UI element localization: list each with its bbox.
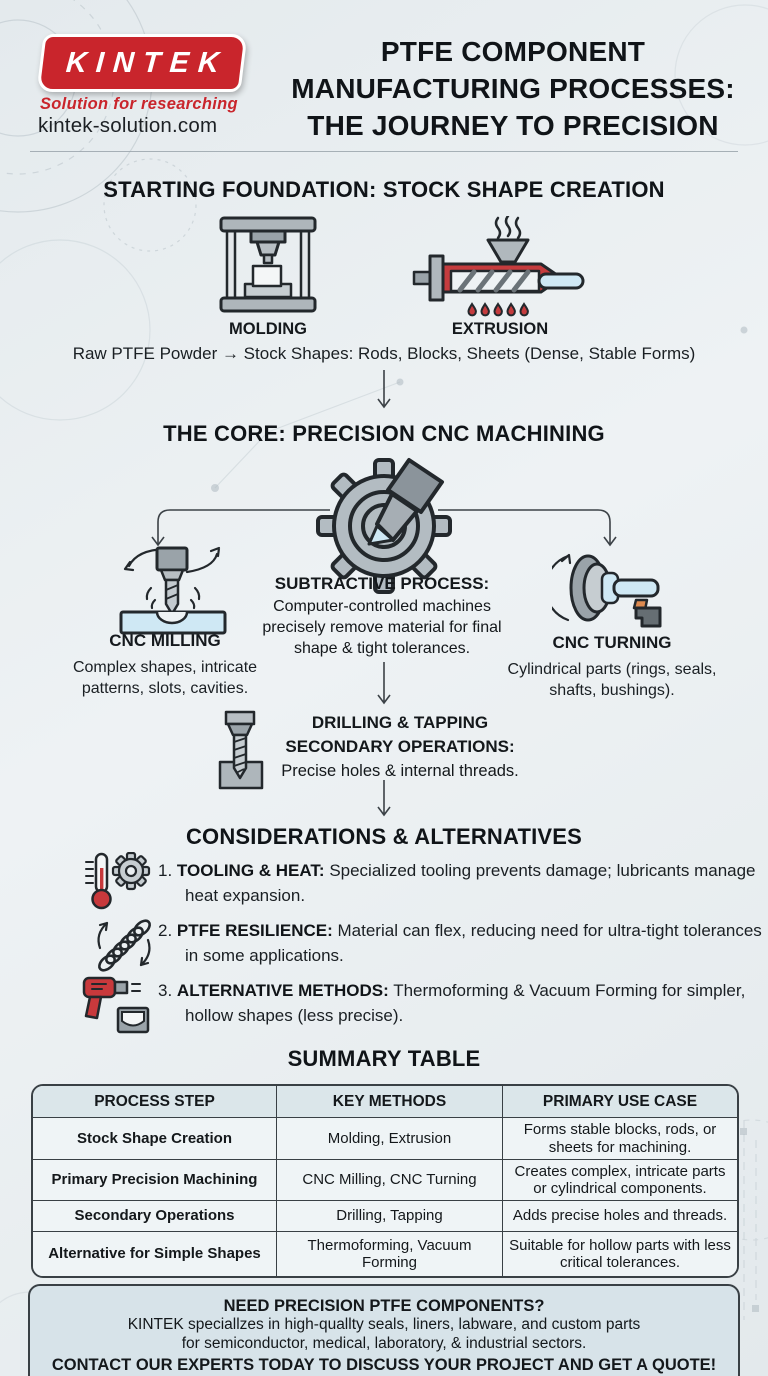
cta-box (28, 1284, 740, 1376)
item-label: ALTERNATIVE METHODS: (176, 981, 389, 1000)
cta-line2: for semiconductor, medical, laboratory, & industrial sectors. (181, 1334, 587, 1352)
stock-flow-text: Raw PTFE Powder → Stock Shapes: Rods, Blocks, Sheets (Dense, Stable Forms) (72, 344, 696, 363)
header-divider (30, 151, 738, 152)
cta-contact-line: CONTACT OUR EXPERTS TODAY TO DISCUSS YOUR PROJECT AND GET A QUOTE! (51, 1356, 717, 1374)
drilling-title: DRILLING & TAPPING (311, 713, 489, 732)
logo-tagline: Solution for researching (40, 95, 238, 113)
table-header-process-step: PROCESS STEP (33, 1086, 276, 1117)
cta-line1: KINTEK speciallzes in high-quallty seals, liners, labware, and custom parts (127, 1316, 641, 1333)
summary-table-heading: SUMMARY TABLE (287, 1046, 481, 1071)
drilling-desc: Precise holes & internal threads. (281, 762, 519, 780)
page-title-line1: PTFE COMPONENT (380, 36, 646, 67)
table-cell: Primary Precision Machining (33, 1159, 276, 1200)
kintek-logo (36, 34, 247, 92)
cnc-section-heading: THE CORE: PRECISION CNC MACHINING (163, 421, 605, 446)
table-header-primary-use-case: PRIMARY USE CASE (502, 1086, 737, 1117)
item-text: Material can flex, reducing need for ultra-tight tolerances in some applications. (185, 921, 762, 965)
down-arrow-icon (376, 780, 392, 818)
cnc-turning-icon (552, 548, 676, 632)
consideration-item-1 (158, 858, 765, 908)
kintek-logo-text: KINTEK (64, 46, 230, 79)
thermometer-gear-icon (84, 852, 158, 910)
website-url: kintek-solution.com (38, 114, 218, 137)
item-number: 2. (158, 921, 173, 940)
spring-flex-icon (92, 912, 156, 976)
item-number: 3. (158, 981, 173, 1000)
extrusion-label: EXTRUSION (451, 320, 549, 338)
table-cell: Forms stable blocks, rods, or sheets for machining. (502, 1117, 737, 1159)
summary-table (31, 1084, 739, 1278)
extruder-icon (412, 216, 588, 318)
table-cell: Suitable for hollow parts with less critical tolerances. (502, 1231, 737, 1276)
table-header-key-methods: KEY METHODS (276, 1086, 502, 1117)
cnc-turning-desc: Cylindrical parts (rings, seals, shafts, bushings). (507, 661, 717, 699)
consideration-item-3 (158, 978, 765, 1028)
down-arrow-icon (376, 662, 392, 706)
subtractive-process-desc: Computer-controlled machines precisely remove material for final shape & tight tolerances. (262, 598, 502, 657)
drilling-block (260, 711, 540, 783)
considerations-heading: CONSIDERATIONS & ALTERNATIVES (185, 824, 583, 849)
table-cell: Drilling, Tapping (276, 1200, 502, 1231)
down-arrow-icon (376, 370, 392, 410)
item-text: Thermoforming & Vacuum Forming for simpler, hollow shapes (less precise). (185, 981, 746, 1025)
subtractive-process-block (242, 574, 522, 659)
page-title-line3: THE JOURNEY TO PRECISION (307, 110, 719, 141)
table-cell: Adds precise holes and threads. (502, 1200, 737, 1231)
page-title-line2: MANUFACTURING PROCESSES: (291, 73, 735, 104)
cta-heading: NEED PRECISION PTFE COMPONENTS? (223, 1297, 545, 1315)
cnc-turning-label: CNC TURNING (552, 633, 672, 652)
table-cell: CNC Milling, CNC Turning (276, 1159, 502, 1200)
heat-gun-icon (80, 972, 158, 1036)
page-title (278, 33, 748, 144)
item-text: Specialized tooling prevents damage; lubricants manage heat expansion. (185, 861, 756, 905)
subtractive-process-label: SUBTRACTIVE PROCESS: (274, 574, 490, 593)
table-cell: Thermoforming, Vacuum Forming (276, 1231, 502, 1276)
table-cell: Alternative for Simple Shapes (33, 1231, 276, 1276)
molding-label: MOLDING (229, 320, 307, 338)
table-cell: Stock Shape Creation (33, 1117, 276, 1159)
table-cell: Secondary Operations (33, 1200, 276, 1231)
table-cell: Molding, Extrusion (276, 1117, 502, 1159)
item-number: 1. (158, 861, 173, 880)
item-label: PTFE RESILIENCE: (176, 921, 333, 940)
consideration-item-2 (158, 918, 765, 968)
stock-section-heading: STARTING FOUNDATION: STOCK SHAPE CREATION (103, 177, 665, 202)
item-label: TOOLING & HEAT: (176, 861, 325, 880)
cnc-milling-desc: Complex shapes, intricate patterns, slots, cavities. (72, 659, 258, 697)
cnc-milling-label: CNC MILLING (109, 631, 221, 650)
molding-press-icon (215, 216, 321, 313)
table-cell: Creates complex, intricate parts or cylindrical components. (502, 1159, 737, 1200)
cnc-milling-icon (115, 542, 231, 636)
drilling-subtitle: SECONDARY OPERATIONS: (285, 737, 515, 756)
